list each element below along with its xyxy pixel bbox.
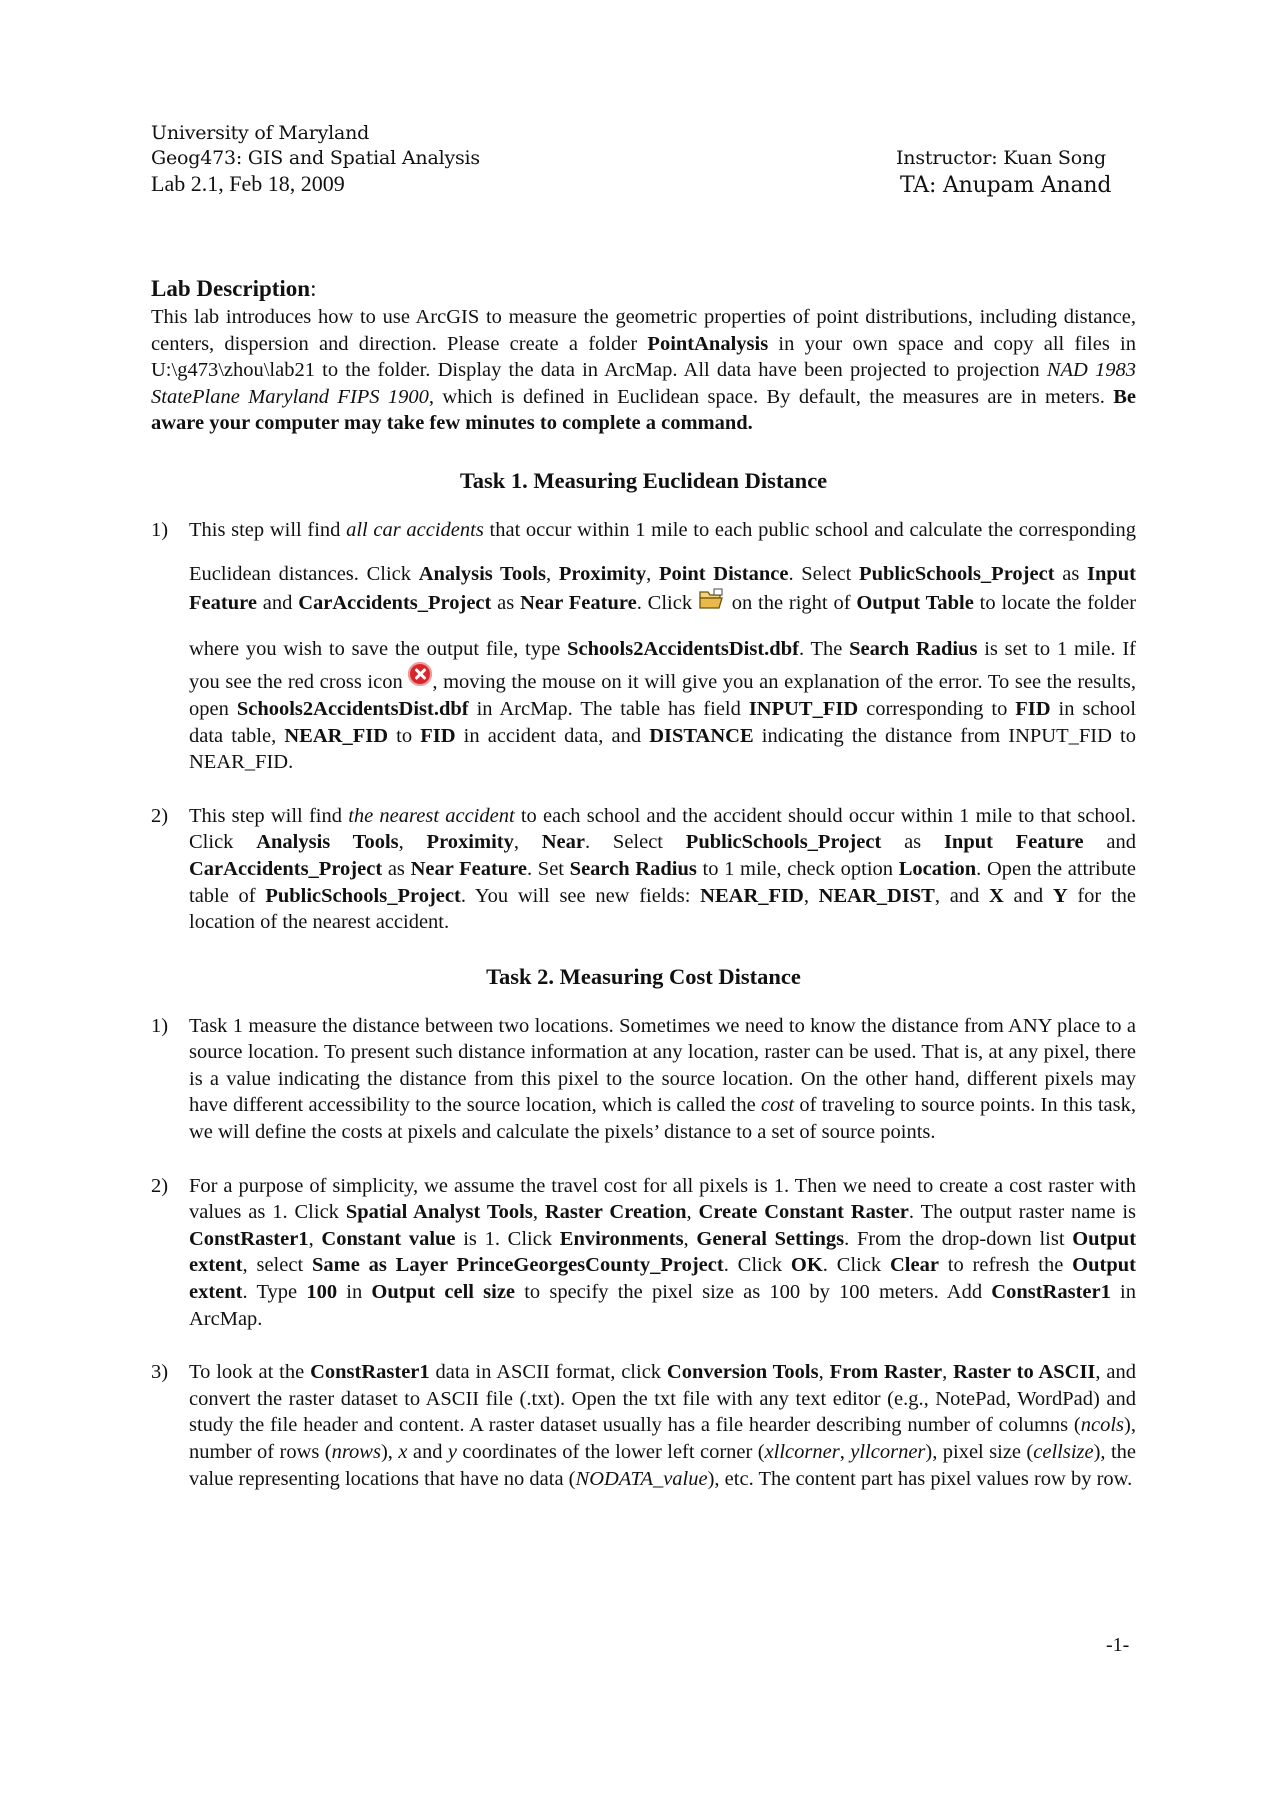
- lab-description-heading: [151, 274, 1136, 304]
- document-body: [151, 274, 1136, 1519]
- text: Input Feature: [943, 831, 1084, 854]
- text: cost: [761, 1094, 795, 1117]
- text: Create Constant Raster: [698, 1201, 909, 1224]
- text: NEAR_DIST: [818, 884, 935, 907]
- text: and: [1083, 831, 1137, 854]
- text: DISTANCE: [649, 724, 754, 747]
- text: Input Feature: [189, 562, 1136, 615]
- task1-step-1: [151, 517, 1136, 776]
- text: ,: [546, 562, 559, 585]
- task2-step-1: [151, 1013, 1136, 1146]
- text: for the location of the nearest accident.: [189, 884, 1137, 934]
- text: yllcorner: [850, 1441, 926, 1463]
- page-number: -1-: [1106, 1634, 1130, 1656]
- text: to each school and the accident should occur within 1 mile to that school. Click: [189, 804, 1136, 854]
- task1-step-2: [151, 803, 1136, 936]
- text: ), pixel size (: [925, 1441, 1034, 1463]
- instructor-name: Instructor: Kuan Song: [896, 147, 1106, 169]
- text: and: [256, 592, 299, 615]
- text: PublicSchools_Project: [859, 562, 1055, 585]
- text: ConstRaster1: [189, 1227, 309, 1250]
- text: Raster Creation: [544, 1201, 687, 1224]
- text: To look at the: [189, 1361, 311, 1384]
- ta-name: TA: Anupam Anand: [900, 173, 1112, 198]
- text: to: [388, 724, 421, 747]
- text: in accident data, and: [455, 724, 650, 747]
- text: ,: [942, 1361, 954, 1384]
- text: This step will find: [189, 518, 347, 541]
- text: the nearest accident: [348, 804, 515, 827]
- text: ,: [686, 1201, 699, 1224]
- text: on the right of: [725, 592, 857, 615]
- text: PublicSchools_Project: [265, 884, 461, 907]
- text: ConstRaster1: [310, 1361, 430, 1384]
- text: . From the drop-down list: [844, 1227, 1073, 1250]
- header-left: [151, 121, 480, 196]
- text: . Click: [636, 592, 698, 615]
- text: all car accidents: [346, 518, 484, 541]
- text: . Select: [585, 831, 686, 854]
- task2-step-3: [151, 1359, 1136, 1492]
- text: Spatial Analyst Tools: [345, 1201, 533, 1224]
- text: Environments: [559, 1227, 684, 1250]
- text: Output extent: [189, 1254, 1136, 1304]
- text: indicating the distance from INPUT_FID to NEAR_FID.: [189, 724, 1136, 774]
- text: , and convert the raster dataset to ASCII file (.txt). Open the txt file with any text editor (e.g., NotePad, WordPad) and study the file header and content. A raster dataset usually has a file hearder describing number of columns (: [189, 1361, 1136, 1437]
- text: Clear: [890, 1254, 939, 1277]
- text: ,: [683, 1227, 697, 1250]
- step-number: 1): [151, 518, 169, 541]
- open-folder-icon: [698, 587, 726, 619]
- warning-text: Be aware your computer may take few minutes to complete a command.: [151, 385, 1136, 435]
- text: . You will see new fields:: [460, 884, 701, 907]
- text: This step will find: [189, 804, 349, 827]
- text: ,: [839, 1441, 851, 1463]
- text: Analysis Tools: [418, 562, 547, 585]
- text: . Open the attribute table of: [189, 857, 1137, 907]
- text: CarAccidents_Project: [189, 857, 383, 880]
- text: Output extent: [189, 1227, 1137, 1277]
- text: Proximity: [558, 562, 647, 585]
- text: , moving the mouse on it will give you an explanation of the error. To see the results, open: [189, 671, 1136, 720]
- text: Analysis Tools: [256, 831, 399, 854]
- text: Schools2AccidentsDist.dbf: [236, 697, 469, 720]
- task1-title: Task 1. Measuring Euclidean Distance: [459, 467, 828, 493]
- text: General Settings: [696, 1227, 845, 1250]
- text: xllcorner: [764, 1441, 840, 1463]
- text: cellsize: [1033, 1441, 1094, 1463]
- projection-name: NAD 1983 StatePlane Maryland FIPS 1900: [151, 359, 1137, 408]
- text: ,: [398, 831, 427, 854]
- text: of traveling to source points. In this task, we will define the costs at pixels and calculate the pixels’ distance to a set of source points.: [189, 1094, 1136, 1144]
- text: ,: [532, 1201, 545, 1224]
- red-cross-icon: [408, 662, 432, 686]
- text: NEAR_FID: [700, 884, 804, 907]
- text: Conversion Tools: [666, 1361, 819, 1384]
- text: corresponding to: [858, 697, 1016, 720]
- text: . Click: [723, 1254, 791, 1277]
- text: ),: [380, 1441, 399, 1463]
- text: ,: [308, 1227, 322, 1250]
- text: in ArcMap. The table has field: [468, 697, 749, 720]
- text: INPUT_FID: [748, 697, 859, 720]
- text: Proximity: [426, 831, 514, 854]
- text: NODATA_value: [575, 1467, 708, 1490]
- task1-steps: [151, 517, 1136, 936]
- text: Output Table: [856, 592, 974, 615]
- text: nrows: [331, 1441, 381, 1463]
- text: OK: [790, 1254, 823, 1277]
- text: Near: [541, 831, 586, 854]
- text: to refresh the: [938, 1254, 1073, 1277]
- text: CarAccidents_Project: [298, 592, 492, 615]
- text: is set to 1 mile. If you see the red cross icon: [189, 637, 1136, 694]
- text: This lab introduces how to use ArcGIS to measure the geometric properties of point distributions, including distance, centers, dispersion and direction. Please create a folder: [151, 306, 1136, 355]
- text: x: [398, 1441, 408, 1463]
- lab-description-title: Lab Description: [151, 276, 311, 301]
- text: to specify the pixel size as 100 by 100 meters. Add: [515, 1281, 992, 1304]
- text: and: [1003, 884, 1053, 907]
- text: Location: [898, 857, 977, 880]
- text: as: [881, 831, 944, 854]
- text: ), the value representing locations that have no data (: [189, 1441, 1137, 1490]
- text: in school data table,: [189, 697, 1136, 747]
- text: is 1. Click: [455, 1227, 560, 1250]
- text: Near Feature: [410, 857, 528, 880]
- text: coordinates of the lower left corner (: [456, 1441, 765, 1463]
- text: 100: [306, 1281, 338, 1304]
- text: Output cell size: [371, 1281, 516, 1304]
- text: as: [491, 592, 521, 615]
- text: ,: [646, 562, 659, 585]
- text: X: [989, 884, 1004, 907]
- text: y: [447, 1441, 457, 1463]
- text: FID: [420, 724, 456, 747]
- lab-date: Lab 2.1, Feb 18, 2009: [151, 171, 345, 196]
- text: Y: [1052, 884, 1068, 907]
- text: FID: [1015, 697, 1051, 720]
- text: as: [1054, 562, 1087, 585]
- task2-steps: [151, 1013, 1136, 1493]
- step-number: 3): [151, 1361, 169, 1384]
- text: to 1 mile, check option: [696, 857, 899, 880]
- course-name: Geog473: GIS and Spatial Analysis: [151, 147, 480, 169]
- text: Raster to ASCII: [953, 1361, 1096, 1384]
- text: PublicSchools_Project: [685, 831, 882, 854]
- text: . Select: [788, 562, 860, 585]
- text: ncols: [1080, 1414, 1125, 1437]
- text: , and: [934, 884, 989, 907]
- text: data in ASCII format, click: [429, 1361, 667, 1384]
- folder-name: PointAnalysis: [647, 332, 769, 355]
- text: Point Distance: [658, 562, 789, 585]
- text: , select: [242, 1254, 312, 1277]
- text: Near Feature: [520, 592, 637, 615]
- text: For a purpose of simplicity, we assume the travel cost for all pixels is 1. Then we need to create a cost raster with values as 1. Click: [189, 1174, 1136, 1224]
- text: Search Radius: [849, 637, 978, 660]
- step-number: 2): [151, 804, 169, 827]
- task2-title: Task 2. Measuring Cost Distance: [486, 963, 801, 989]
- text: From Raster: [829, 1361, 943, 1384]
- text: Same as Layer PrinceGeorgesCounty_Project: [311, 1254, 724, 1277]
- text: as: [382, 857, 411, 880]
- lab-description-colon: :: [310, 276, 317, 301]
- text: in: [337, 1281, 372, 1304]
- text: ), etc. The content part has pixel values row by row.: [707, 1467, 1133, 1490]
- text: . Click: [822, 1254, 890, 1277]
- text: ,: [513, 831, 542, 854]
- text: Schools2AccidentsDist.dbf: [567, 637, 799, 660]
- lab-description-paragraph: [151, 304, 1136, 437]
- text: . Set: [527, 857, 570, 880]
- step-number: 2): [151, 1174, 169, 1197]
- text: and: [407, 1441, 448, 1463]
- text: ,: [803, 884, 819, 907]
- text: Search Radius: [569, 857, 697, 880]
- university-name: University of Maryland: [151, 122, 370, 144]
- text: . The output raster name is: [908, 1201, 1137, 1224]
- step-number: 1): [151, 1014, 169, 1037]
- text: ), number of rows (: [189, 1414, 1136, 1463]
- text: NEAR_FID: [284, 724, 389, 747]
- text: to locate the folder where you wish to save the output file, type: [189, 592, 1137, 660]
- text: Constant value: [321, 1227, 456, 1250]
- text: ConstRaster1: [991, 1281, 1111, 1304]
- text: ,: [818, 1361, 830, 1384]
- text: Task 1 measure the distance between two locations. Sometimes we need to know the distance from ANY place to a source location. To present such distance information at any location, raster can be used. That is, at any pixel, there is a value indicating the distance from this pixel to the source location. On the other hand, different pixels may have different accessibility to the source location, which is called the: [189, 1014, 1136, 1117]
- text: that occur within 1 mile to each public school and calculate the corresponding Euclidean distances. Click: [189, 518, 1136, 585]
- text: . Type: [242, 1281, 307, 1304]
- text: in ArcMap.: [189, 1281, 1136, 1330]
- text: . The: [798, 637, 850, 660]
- text: , which is defined in Euclidean space. By default, the measures are in meters.: [428, 385, 1114, 408]
- task2-step-2: [151, 1173, 1136, 1333]
- text: in your own space and copy all files in U:\g473\zhou\lab21 to the folder. Display the data in ArcMap. All data have been projected to projection: [151, 332, 1137, 382]
